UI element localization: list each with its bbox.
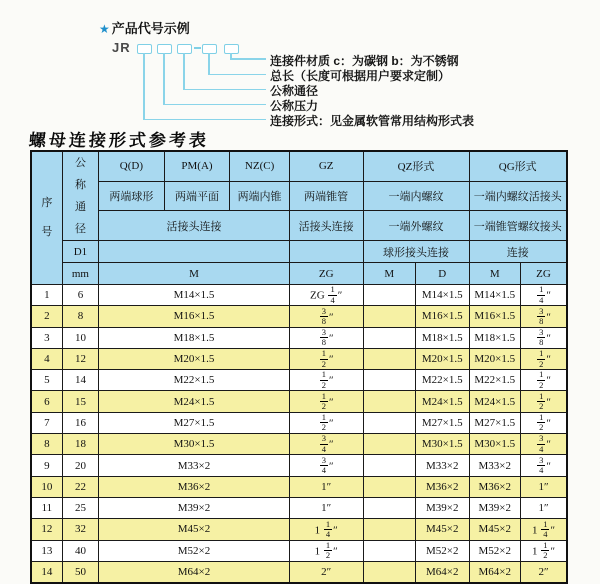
cell-qz-d: M14×1.5 — [416, 285, 470, 306]
header-gz-desc: 两端锥管 — [289, 181, 363, 211]
cell-qz-m — [363, 391, 415, 412]
cell-qz-d: M36×2 — [416, 476, 470, 497]
cell-gz: 1″ — [289, 476, 363, 497]
diagram-caption-text: 产品代号示例 — [111, 21, 190, 36]
cell-seq: 9 — [31, 455, 62, 476]
label-material: 连接件材质 c：为碳钢 b：为不锈钢 — [270, 54, 459, 68]
cell-mm: 22 — [62, 476, 98, 497]
cell-qz-d: M64×2 — [416, 561, 470, 583]
header-union-conn: 活接头连接 — [99, 211, 290, 241]
cell-qg-zg: 1″ — [520, 476, 567, 497]
header-col-nz: NZ(C) — [230, 151, 290, 181]
cell-mm: 32 — [62, 519, 98, 540]
cell-m: M20×1.5 — [99, 348, 290, 369]
table-row — [31, 370, 567, 391]
cell-gz: $\frac{1}{2}$ ″ — [289, 412, 363, 433]
cell-qz-m — [363, 348, 415, 369]
header-gz-conn: 活接头连接 — [289, 211, 363, 241]
header-qg-conn: 连接 — [469, 241, 567, 263]
cell-seq: 13 — [31, 540, 62, 561]
cell-qg-m: M36×2 — [469, 476, 520, 497]
cell-qz-d: M30×1.5 — [416, 434, 470, 455]
table-row — [31, 476, 567, 497]
cell-mm: 18 — [62, 434, 98, 455]
table-title: 螺母连接形式参考表 — [28, 131, 210, 151]
header-col-qg: QG形式 — [469, 151, 567, 181]
product-code-prefix: JR — [112, 40, 131, 55]
cell-qg-zg: $\frac{3}{4}$ ″ — [520, 434, 567, 455]
cell-seq: 6 — [31, 391, 62, 412]
cell-m: M33×2 — [99, 455, 290, 476]
header-q-desc: 两端球形 — [99, 181, 165, 211]
header-row-4 — [31, 241, 567, 263]
table-row — [31, 519, 567, 540]
cell-qz-m — [363, 476, 415, 497]
header-qz-desc1: 一端内螺纹 — [363, 181, 469, 211]
header-seq: 序号 — [31, 151, 62, 285]
cell-qz-m — [363, 540, 415, 561]
header-nz-desc: 两端内锥 — [230, 181, 290, 211]
leader-line — [230, 58, 266, 60]
cell-qz-m — [363, 434, 415, 455]
cell-qg-m: M22×1.5 — [469, 370, 520, 391]
cell-qg-m: M45×2 — [469, 519, 520, 540]
cell-qg-zg: 2″ — [520, 561, 567, 583]
cell-m: M36×2 — [99, 476, 290, 497]
leader-line — [183, 89, 266, 91]
cell-gz: 1 $\frac{1}{4}$ ″ — [289, 519, 363, 540]
cell-m: M45×2 — [99, 519, 290, 540]
nut-connection-table — [30, 150, 568, 584]
header-row-3 — [31, 211, 567, 241]
leader-line — [208, 74, 266, 76]
cell-gz: $\frac{3}{4}$ ″ — [289, 455, 363, 476]
header-qz-desc2: 一端外螺纹 — [363, 211, 469, 241]
header-blank-m — [99, 241, 290, 263]
header-row-5 — [31, 263, 567, 285]
cell-qz-d: M22×1.5 — [416, 370, 470, 391]
header-qg-zg: ZG — [520, 263, 567, 285]
cell-gz: $\frac{3}{4}$ ″ — [289, 434, 363, 455]
cell-gz: 2″ — [289, 561, 363, 583]
header-col-q: Q(D) — [99, 151, 165, 181]
leader-line — [163, 53, 165, 104]
cell-gz: $\frac{1}{2}$ ″ — [289, 370, 363, 391]
cell-qz-d: M16×1.5 — [416, 306, 470, 327]
cell-qg-zg: $\frac{1}{4}$ ″ — [520, 285, 567, 306]
cell-m: M39×2 — [99, 497, 290, 518]
leader-line — [163, 104, 266, 106]
table-row — [31, 348, 567, 369]
header-zg: ZG — [289, 263, 363, 285]
cell-qz-d: M33×2 — [416, 455, 470, 476]
cell-seq: 8 — [31, 434, 62, 455]
cell-qz-d: M18×1.5 — [416, 327, 470, 348]
cell-qg-m: M27×1.5 — [469, 412, 520, 433]
star-icon: ★ — [99, 22, 110, 36]
cell-mm: 20 — [62, 455, 98, 476]
label-total-length: 总长（长度可根据用户要求定制） — [270, 69, 451, 83]
cell-qg-zg: $\frac{3}{8}$ ″ — [520, 306, 567, 327]
header-row-2 — [31, 181, 567, 211]
code-box-3 — [177, 44, 192, 54]
cell-seq: 10 — [31, 476, 62, 497]
cell-m: M22×1.5 — [99, 370, 290, 391]
table-row — [31, 412, 567, 433]
header-qz-m: M — [363, 263, 415, 285]
code-box-1 — [137, 44, 152, 54]
cell-qz-d: M24×1.5 — [416, 391, 470, 412]
cell-qz-m — [363, 370, 415, 391]
cell-seq: 12 — [31, 519, 62, 540]
cell-m: M27×1.5 — [99, 412, 290, 433]
table-row — [31, 434, 567, 455]
code-box-4 — [202, 44, 217, 54]
header-mm: mm — [62, 263, 98, 285]
table-row — [31, 497, 567, 518]
cell-qg-zg: $\frac{1}{2}$ ″ — [520, 412, 567, 433]
cell-qg-zg: 1 $\frac{1}{4}$ ″ — [520, 519, 567, 540]
cell-gz: $\frac{3}{8}$ ″ — [289, 327, 363, 348]
table-body — [31, 285, 567, 584]
cell-seq: 5 — [31, 370, 62, 391]
leader-line — [143, 53, 145, 119]
cell-gz: ZG $\frac{1}{4}$ ″ — [289, 285, 363, 306]
label-nominal-diameter: 公称通径 — [270, 84, 319, 98]
cell-m: M52×2 — [99, 540, 290, 561]
cell-mm: 12 — [62, 348, 98, 369]
cell-qg-zg: 1″ — [520, 497, 567, 518]
cell-qz-m — [363, 306, 415, 327]
cell-qg-m: M52×2 — [469, 540, 520, 561]
cell-mm: 14 — [62, 370, 98, 391]
code-box-2 — [157, 44, 172, 54]
table-header — [31, 151, 567, 285]
label-connection-form: 连接形式：见金属软管常用结构形式表 — [270, 114, 475, 128]
cell-qg-m: M14×1.5 — [469, 285, 520, 306]
table-row — [31, 391, 567, 412]
cell-qg-zg: $\frac{1}{2}$ ″ — [520, 391, 567, 412]
table-row — [31, 540, 567, 561]
cell-qg-zg: $\frac{3}{4}$ ″ — [520, 455, 567, 476]
cell-qz-m — [363, 561, 415, 583]
cell-qz-m — [363, 327, 415, 348]
leader-line — [183, 53, 185, 89]
header-col-qz: QZ形式 — [363, 151, 469, 181]
cell-mm: 15 — [62, 391, 98, 412]
cell-m: M64×2 — [99, 561, 290, 583]
cell-gz: $\frac{1}{2}$ ″ — [289, 391, 363, 412]
cell-m: M30×1.5 — [99, 434, 290, 455]
cell-seq: 4 — [31, 348, 62, 369]
header-qz-d: D — [416, 263, 470, 285]
cell-qg-m: M64×2 — [469, 561, 520, 583]
cell-qz-d: M39×2 — [416, 497, 470, 518]
table-row — [31, 285, 567, 306]
cell-seq: 1 — [31, 285, 62, 306]
label-nominal-pressure: 公称压力 — [270, 99, 319, 113]
header-m: M — [99, 263, 290, 285]
cell-m: M16×1.5 — [99, 306, 290, 327]
cell-qz-m — [363, 497, 415, 518]
cell-mm: 10 — [62, 327, 98, 348]
cell-seq: 11 — [31, 497, 62, 518]
header-qg-desc2: 一端锥管螺纹接头 — [469, 211, 567, 241]
cell-qz-m — [363, 285, 415, 306]
table-row — [31, 455, 567, 476]
cell-gz: $\frac{3}{8}$ ″ — [289, 306, 363, 327]
cell-m: M18×1.5 — [99, 327, 290, 348]
table-row — [31, 306, 567, 327]
code-dash — [194, 47, 201, 49]
cell-seq: 3 — [31, 327, 62, 348]
cell-qg-zg: $\frac{1}{2}$ ″ — [520, 348, 567, 369]
diagram-caption — [99, 18, 190, 37]
cell-mm: 50 — [62, 561, 98, 583]
cell-gz: 1 $\frac{1}{2}$ ″ — [289, 540, 363, 561]
cell-qg-m: M24×1.5 — [469, 391, 520, 412]
cell-qg-zg: $\frac{1}{2}$ ″ — [520, 370, 567, 391]
header-pm-desc: 两端平面 — [164, 181, 230, 211]
cell-qz-d: M27×1.5 — [416, 412, 470, 433]
cell-qg-zg: $\frac{3}{8}$ ″ — [520, 327, 567, 348]
header-col-gz: GZ — [289, 151, 363, 181]
cell-qg-m: M20×1.5 — [469, 348, 520, 369]
cell-qz-d: M20×1.5 — [416, 348, 470, 369]
cell-mm: 8 — [62, 306, 98, 327]
leader-line — [208, 53, 210, 74]
cell-gz: $\frac{1}{2}$ ″ — [289, 348, 363, 369]
cell-qg-m: M16×1.5 — [469, 306, 520, 327]
header-qg-desc1: 一端内螺纹活接头 — [469, 181, 567, 211]
cell-qg-zg: 1 $\frac{1}{2}$ ″ — [520, 540, 567, 561]
cell-qz-d: M45×2 — [416, 519, 470, 540]
cell-mm: 40 — [62, 540, 98, 561]
cell-mm: 25 — [62, 497, 98, 518]
cell-seq: 2 — [31, 306, 62, 327]
cell-qg-m: M33×2 — [469, 455, 520, 476]
cell-qz-d: M52×2 — [416, 540, 470, 561]
cell-seq: 7 — [31, 412, 62, 433]
cell-mm: 16 — [62, 412, 98, 433]
cell-m: M14×1.5 — [99, 285, 290, 306]
leader-line — [143, 119, 266, 121]
header-nominal-diameter: 公称通径 — [62, 151, 98, 241]
header-row-1 — [31, 151, 567, 181]
cell-qz-m — [363, 412, 415, 433]
cell-qg-m: M30×1.5 — [469, 434, 520, 455]
cell-qg-m: M39×2 — [469, 497, 520, 518]
table-row — [31, 327, 567, 348]
cell-mm: 6 — [62, 285, 98, 306]
header-qz-conn: 球形接头连接 — [363, 241, 469, 263]
header-d1: D1 — [62, 241, 98, 263]
cell-seq: 14 — [31, 561, 62, 583]
cell-qz-m — [363, 455, 415, 476]
header-blank-gz — [289, 241, 363, 263]
header-col-pm: PM(A) — [164, 151, 230, 181]
header-qg-m: M — [469, 263, 520, 285]
table-row — [31, 561, 567, 583]
code-box-5 — [224, 44, 239, 54]
cell-m: M24×1.5 — [99, 391, 290, 412]
cell-qg-m: M18×1.5 — [469, 327, 520, 348]
cell-gz: 1″ — [289, 497, 363, 518]
cell-qz-m — [363, 519, 415, 540]
